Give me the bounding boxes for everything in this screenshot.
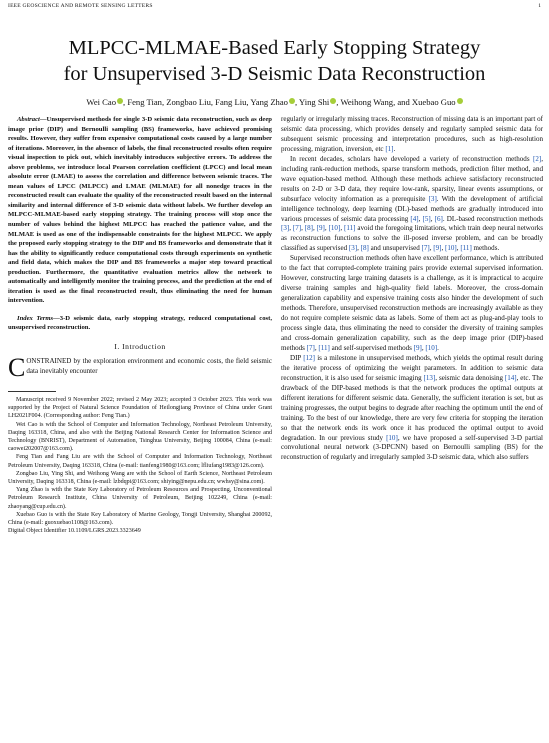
- text-run: , including rank-reduction methods, sparse transform methods, prediction filter method, and wave equation-based method. Although these methods achieve satisfactory reconstructed results on 2-D or 3-D data, they require low-rank, sparsity, linear events assumptions, or subsurface velocity information as a prerequisite: [281, 154, 543, 203]
- citation-link[interactable]: [7]: [306, 343, 315, 352]
- paragraph: [281, 354, 543, 463]
- text-run: .: [437, 343, 439, 352]
- orcid-icon[interactable]: [457, 98, 463, 104]
- footnote-divider: [8, 391, 56, 392]
- citation-link[interactable]: [9]: [316, 224, 325, 233]
- text-run: DIP: [290, 353, 304, 362]
- footnote: Zongbao Liu, Ying Shi, and Weihong Wang are with the School of Earth Science, Northeast Petroleum University, Daqing 163318, China (e-mail: lzbdqpi@163.com; shiying@nepu.edu.cn; wwhsy@sina.com).: [8, 470, 272, 485]
- citation-link[interactable]: [11]: [318, 343, 330, 352]
- text-run: avoid the foregoing limitations, which train deep neural networks as reconstruction functions to solve the ill-posed inverse problem, and can be broadly classified as supervised: [281, 224, 544, 253]
- paragraph: [281, 115, 543, 155]
- author-text: , Feng Tian, Zongbao Liu, Fang Liu, Yang Zhao: [123, 97, 288, 107]
- text-run: ,: [313, 224, 317, 233]
- citation-link[interactable]: [8]: [304, 224, 313, 233]
- text-run: ,: [314, 343, 319, 352]
- citation-link[interactable]: [7]: [292, 224, 302, 233]
- text-run: ,: [418, 214, 423, 223]
- text-run: regularly or irregularly missing traces. Reconstruction of missing data is an important part of seismic data processing, which provides densely and regularly sampled seismic data for subsequent seismic processing and interpretation procedures, such as high-resolution processing, migration, inversion, etc: [281, 115, 543, 153]
- citation-link[interactable]: [10]: [328, 224, 341, 233]
- citation-link[interactable]: [8]: [360, 244, 369, 253]
- citation-link[interactable]: [7]: [421, 244, 430, 253]
- citation-link[interactable]: [3]: [281, 224, 290, 233]
- citation-link[interactable]: [2]: [533, 154, 542, 163]
- paragraph: [281, 155, 543, 255]
- text-run: . With the development of artificial intelligence technology, deep learning (DL)-based methods are gradually introduced into various processes of seismic data processing: [281, 194, 543, 223]
- citation-link[interactable]: [13]: [423, 373, 436, 382]
- citation-link[interactable]: [5]: [422, 214, 431, 223]
- doi-line[interactable]: Digital Object Identifier 10.1109/LGRS.2023.3323649: [8, 528, 141, 535]
- title-line-1: MLPCC-MLMAE-Based Early Stopping Strategy: [68, 37, 481, 59]
- title-line-2: for Unsupervised 3-D Seismic Data Reconstruction: [63, 63, 486, 85]
- citation-link[interactable]: [11]: [343, 224, 356, 233]
- author-text: , Weihong Wang, and Xuebao Guo: [336, 97, 456, 107]
- footnote: Feng Tian and Fang Liu are with the School of Computer and Information Technology, Northeast Petroleum University, Daqing 163318, China (e-mail: tianfeng1980@163.com; lfliufang1983@126.com).: [8, 454, 272, 469]
- text-run: , etc. The drawback of the DIP-based methods is that the network produces the optimal outputs at different iterations for different seismic data. Generally, the sufficient iteration is set, but as training progresses, the output begins to degrade after reaching the optimum until the end of training. To the best of our knowledge, there are very few criteria for stopping the iteration so that the network ends its work once it has produced the optimal output to avoid degradation. In our previous study: [281, 373, 544, 442]
- citation-link[interactable]: [11]: [460, 244, 472, 253]
- text-run: and unsupervised: [368, 244, 422, 253]
- index-terms-text: 3-D seismic data, early stopping strategy, reduced computational cost, unsupervised reconstruction.: [8, 314, 272, 332]
- author-text: Wei Cao: [86, 97, 117, 107]
- author-text: , Ying Shi: [294, 97, 330, 107]
- section-heading: I. Introduction: [114, 342, 166, 352]
- citation-link[interactable]: [4]: [410, 214, 419, 223]
- text-run: ,: [429, 244, 434, 253]
- footnote: Wei Cao is with the School of Computer and Information Technology, Northeast Petroleum University, Daqing 163318, China, and also with the Beijing National Research Center for Information Science and Technology (BNRIST), Department of Automation, Tsinghua University, Beijing 100084, China (e-mail: caowei202007@163.com).: [8, 421, 272, 453]
- index-terms-label: Index Terms: [17, 314, 54, 322]
- abstract-text: Unsupervised methods for single 3-D seismic data reconstruction, such as deep image prior (DIP) and Bernoulli sampling (BS) frameworks, have achieved promising results. However, they suffer from expensive computational costs caused by a large number of iterations. Moreover, in the absence of labels, the final reconstructed results often require visual inspection to pick out, which inevitably introduces subjective errors. To address the above problems, we introduce local Pearson correlation coefficient (LPCC) and local mean absolute error (LMAE) to assess the correlation and difference between seismic traces. The mean values of LPCC (MLPCC) and LMAE (MLMAE) for all nonedge traces in the reconstructed result can evaluate the quality of the reconstructed result based on the internal similarity and internal difference of 3-D seismic data without labels. We further develop an MLPCC-MLMAE-based early stopping strategy. The training process will stop once the number of values behind the highest MLPCC has reached the patience value, and the MLMAE is used as one of the indispensable constraints for the highest MLPCC. We apply the proposed early stopping strategy to the DIP and BS frameworks and demonstrate that it has the ability to significantly reduce computational costs through experiments on synthetic and field data, which makes the DIP and BS frameworks a major step toward practical production. Furthermore, the quantitative evaluation metrics allow the network to automatically and intelligently monitor the training process, and the prediction at the end of iteration is used as the final reconstructed result, thus eliminating the need for human intervention.: [8, 116, 272, 305]
- index-terms: Index Terms—3-D seismic data, early stopping strategy, reduced computational cost, unsupervised reconstruction.: [8, 314, 272, 332]
- citation-link[interactable]: [10]: [386, 433, 398, 442]
- abstract: Abstract—Unsupervised methods for single 3-D seismic data reconstruction, such as deep image prior (DIP) and Bernoulli sampling (BS) frameworks, have achieved promising results. However, they suffer from expensive computational costs caused by a large number of iterations. Moreover, in the absence of labels, the final reconstructed results often require visual inspection to pick out, which inevitably introduces subjective errors. To address the above problems, we introduce local Pearson correlation coefficient (LPCC) and local mean absolute error (LMAE) to assess the correlation and difference between seismic traces. The mean values of LPCC (MLPCC) and LMAE (MLMAE) for all nonedge traces in the reconstructed result can evaluate the quality of the reconstructed result based on the internal similarity and internal difference of 3-D seismic data without labels. We further develop an MLPCC-MLMAE-based early stopping strategy. The training process will stop once the number of values behind the highest MLPCC has reached the patience value, and the MLMAE is used as one of the indispensable constraints for the highest MLPCC. We apply the proposed early stopping strategy to the DIP and BS frameworks and demonstrate that it has the ability to significantly reduce computational costs through experiments on synthetic and field data, which makes the DIP and BS frameworks a major step toward practical production. Furthermore, the quantitative evaluation metrics allow the network to automatically and intelligently monitor the training process, and the prediction at the end of iteration is used as the final reconstructed result, thus eliminating the need for human intervention.: [8, 116, 272, 305]
- intro-first-paragraph: [8, 353, 272, 383]
- text-run: ,: [324, 224, 329, 233]
- text-run: ,: [441, 244, 446, 253]
- right-column: [281, 115, 543, 463]
- paragraph: [281, 254, 543, 354]
- text-run: ,: [456, 244, 461, 253]
- text-run: , seismic data denoising: [435, 373, 505, 382]
- journal-header: IEEE GEOSCIENCE AND REMOTE SENSING LETTERS: [8, 3, 153, 9]
- drop-cap: C: [8, 353, 26, 383]
- citation-link[interactable]: [14]: [504, 373, 517, 382]
- page-number: 1: [538, 3, 541, 9]
- text-run: ,: [421, 343, 426, 352]
- text-run: is a milestone in unsupervised methods, which yields the optimal result during the iterative process of optimizing the weight parameters. In addition to seismic data reconstruction, it is also used for seismic imaging: [281, 353, 543, 382]
- text-run: .: [393, 144, 396, 153]
- footnote: Yang Zhao is with the State Key Laboratory of Petroleum Resources and Prospecting, Unconventional Petroleum Research Institute, China University of Petroleum, Beijing 102249, China (e-mail: zhaoyang@cup.edu.cn).: [8, 487, 272, 510]
- citation-link[interactable]: [1]: [385, 144, 394, 153]
- citation-link[interactable]: [10]: [445, 244, 457, 253]
- paper-title: [0, 35, 549, 87]
- text-run: and self-supervised methods: [329, 343, 414, 352]
- footnotes: [8, 396, 272, 535]
- text-run: , we have proposed a self-supervised 3-D partial convolutional neural network (3-DPCNN) based on Bernoulli sampling (BS) for the reconstruction of regularly and irregularly sampled 3-D seismic data, which also suffers: [281, 433, 543, 462]
- text-run: . DL-based reconstruction methods: [442, 214, 544, 223]
- first-word: ONSTRAINED: [26, 357, 72, 366]
- citation-link[interactable]: [9]: [433, 244, 442, 253]
- abstract-label: Abstract: [17, 116, 40, 123]
- footnote: Xuebao Guo is with the State Key Laboratory of Marine Geology, Tongji University, Shanghai 200092, China (e-mail: guoxuebao1108@163.com).: [8, 511, 272, 526]
- text-run: ,: [340, 224, 344, 233]
- text-run: ,: [289, 224, 293, 233]
- citation-link[interactable]: [10]: [425, 343, 438, 352]
- text-run: Supervised reconstruction methods often have excellent performance, which is attributed to the fact that corrupted-complete training pairs provide external supervised information. However, constructing large training datasets is a challenge, as it is impractical to acquire diverse training samples and high-quality field labels. Moreover, the cross-domain generalization capability and expensive training costs also hinder the development of such methods. Therefore, unsupervised reconstruction methods are increasingly available as they do not require complete seismic data as labels. Some of them act as plug-and-play tools to process single data, thus eliminating the need to consider the diversity of training samples and cross-domain generalization capability, such as the deep image prior (DIP)-based methods: [281, 254, 543, 352]
- author-list: [0, 97, 549, 107]
- citation-link[interactable]: [3]: [348, 244, 358, 253]
- text-run: ,: [430, 214, 435, 223]
- citation-link[interactable]: [3]: [428, 194, 437, 203]
- left-column: [8, 115, 272, 535]
- footnote: Manuscript received 9 November 2022; revised 2 May 2023; accepted 3 October 2023. This work was supported by the Project of Natural Science Foundation of Heilongjiang Province of China under Grant LH2021F004. (Corresponding author: Feng Tian.): [8, 396, 272, 420]
- citation-link[interactable]: [12]: [303, 353, 316, 362]
- text-run: ,: [301, 224, 305, 233]
- text-run: ,: [357, 244, 361, 253]
- intro-text: by the exploration environment and economic costs, the field seismic data inevitably encounter: [26, 357, 272, 375]
- citation-link[interactable]: [6]: [434, 214, 443, 223]
- text-run: In recent decades, scholars have developed a variety of reconstruction methods: [290, 154, 534, 163]
- text-run: methods.: [471, 244, 500, 253]
- citation-link[interactable]: [9]: [413, 343, 422, 352]
